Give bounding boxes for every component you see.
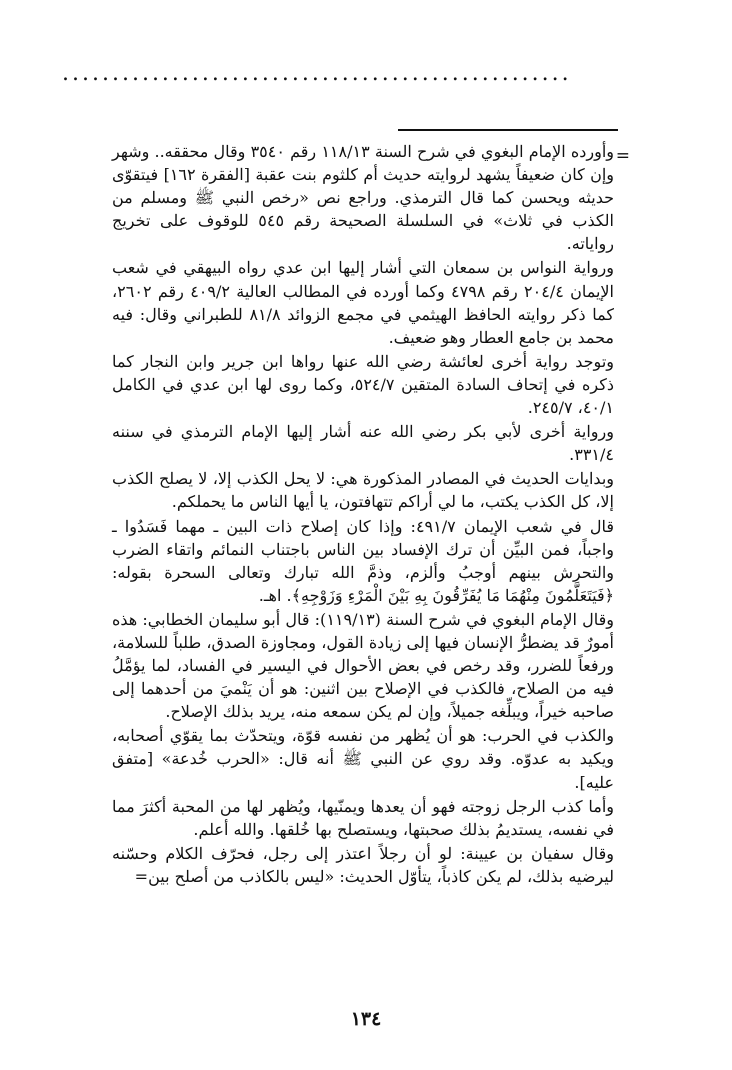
footnote-paragraph: قال في شعب الإيمان ٤٩١/٧: وإذا كان إصلاح ذات البين ـ مهما فَسَدُوا ـ واجباً، فمن البيِّن أن ترك الإفساد بين الناس باجتناب النمائم واتقاء الضرب والتحرش بينهم أوجبُ وألزم، وذمَّ الله تبارك وتعالى السحرة بقوله: ﴿فَيَتَعَلَّمُونَ مِنْهُمَا مَا يُفَرِّقُونَ بِهِ بَيْنَ الْمَرْءِ وَزَوْجِهِ﴾. اهـ. xyxy=(112,516,615,605)
footnote-paragraph: وقال سفيان بن عيينة: لو أن رجلاً اعتذر إلى رجل، فحرّف الكلام وحسّنه ليرضيه بذلك، لم يكن كاذباً، يتأوّل الحديث: «ليس بالكاذب من أصلح بين= xyxy=(112,843,614,886)
footnote-paragraph: وأورده الإمام البغوي في شرح السنة ١١٨/١٣ رقم ٣٥٤٠ وقال محققه.. وشهر وإن كان ضعيفاً يشهد لروايته حديث أم كلثوم بنت عقبة [الفقرة ١٦٢] فيتقوّى حديثه ويحسن كما قال الترمذي. وراجع نص «رخص النبي ﷺ ومسلم من الكذب في ثلاث» في السلسلة الصحيحة رقم ٥٤٥ للوقوف على تخريج رواياته. xyxy=(112,142,615,254)
footnote-paragraph: ورواية النواس بن سمعان التي أشار إليها ابن عدي رواه البيهقي في شعب الإيمان ٢٠٤/٤ رقم ٤٧٩٨ وكما أورده في المطالب العالية ٤٠٩/٢ رقم ٢٦٠٢، كما ذكر روايته الحافظ الهيثمي في مجمع الزوائد ٨١/٨ للطبراني وقال: فيه محمد بن جامع العطار وهو ضعيف. xyxy=(112,258,615,347)
footnote-paragraph: والكذب في الحرب: هو أن يُظهر من نفسه قوّة، ويتحدّث بما يقوّي أصحابه، ويكيد به عدوّه. وقد روي عن النبي ﷺ أنه قال: «الحرب خُدعة» [متفق عليه]. xyxy=(112,726,614,792)
footnote-rule xyxy=(398,129,618,131)
footnote-paragraph: وأما كذب الرجل زوجته فهو أن يعدها ويمنّيها، ويُظهر لها من المحبة أكثرَ مما في نفسه، يستديمُ بذلك صحبتها، ويستصلح بها خُلقها. والله أعلم. xyxy=(112,796,614,839)
footnote-paragraph: ورواية أخرى لأبي بكر رضي الله عنه أشار إليها الإمام الترمذي في سننه ٣٣١/٤. xyxy=(112,422,614,465)
footnote-paragraph: وتوجد رواية أخرى لعائشة رضي الله عنها رواها ابن جرير وابن النجار كما ذكره في إتحاف السادة المتقين ٥٢٤/٧، وكما روى لها ابن عدي في الكامل ٤٠/١، ٢٤٥/٧. xyxy=(112,351,614,418)
continuation-mark: = xyxy=(615,146,630,166)
dotted-separator: ................................................... xyxy=(62,62,572,86)
footnote-text xyxy=(112,140,614,888)
page-number: ١٣٤ xyxy=(350,1008,382,1030)
footnote-paragraph: وبدايات الحديث في المصادر المذكورة هي: لا يحل الكذب إلا، لا يصلح الكذب إلا، كل الكذب يكتب، ما لي أراكم تتهافتون، يا أيها الناس ما يحملكم. xyxy=(112,469,614,512)
footnote-paragraph: وقال الإمام البغوي في شرح السنة (١١٩/١٣): قال أبو سليمان الخطابي: هذه أمورٌ قد يضطرُّ الإنسان فيها إلى زيادة القول، ومجاوزة الصدق، طلباً للسلامة، ورفعاً للضرر، وقد رخص في بعض الأحوال في اليسير في الفساد، لما يؤمَّلُ فيه من الصلاح، فالكذب في الإصلاح بين اثنين: هو أن يَنْميَ من أحدهما إلى صاحبه خيراً، ويبلِّغه جميلاً، وإن لم يكن سمعه منه، يريد بذلك الإصلاح. xyxy=(112,609,615,722)
